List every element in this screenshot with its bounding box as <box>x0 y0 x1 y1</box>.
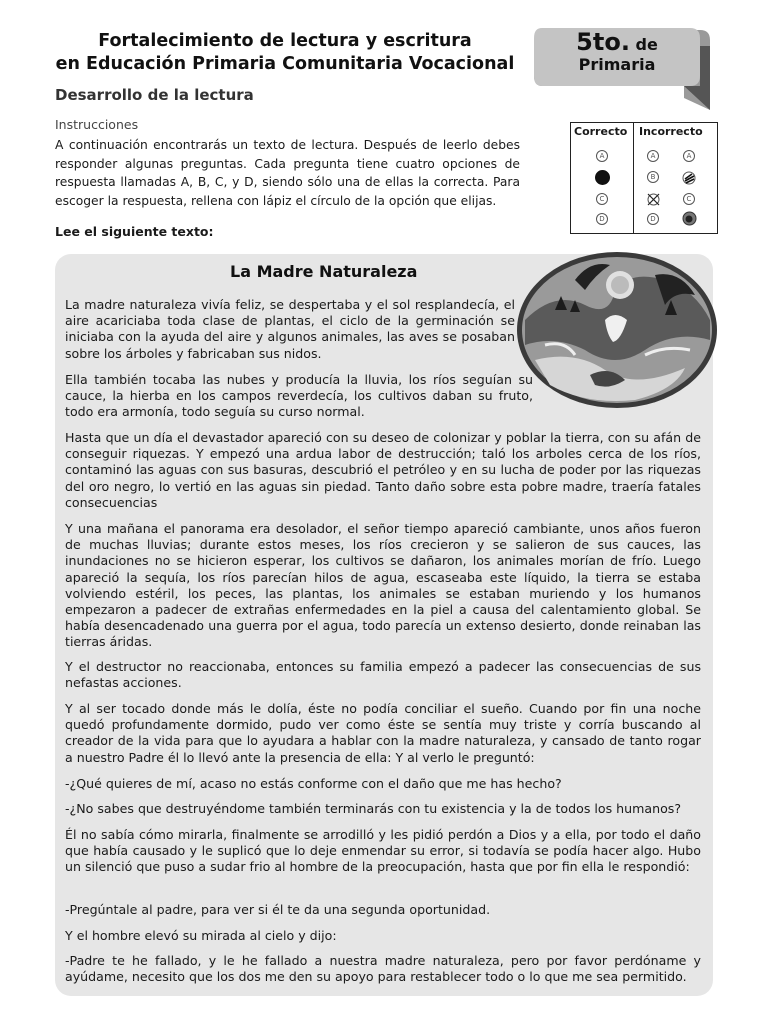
scribbled-bubble-icon <box>682 170 696 184</box>
example-bubble-c: C <box>596 193 608 205</box>
paragraph-4: Y una mañana el panorama era desolador, el señor tiempo apareció cambiante, unos años fueron de muchas lluvias; durante estos meses, los ríos crecieron y se salieron de sus cauces, las inundaciones no se hicieron esperar, los cultivos se dañaron, los animales morían de frío. Luego apareció la sequía, los ríos parecían hilos de agua, escaseaba este líquido, la tierra se estaba volviendo estéril, los peces, las plantas, los animales se estaban muriendo y los humanos empezaron a padecer de extrañas enfermedades en la piel a causa del calentamiento global. Se había desencadenado una guerra por el agua, todo parecía un extenso desierto, donde reinaban las tierras áridas. <box>65 521 701 650</box>
wrong-bubble-c2: C <box>683 193 695 205</box>
instructions-label: Instrucciones <box>55 117 139 132</box>
grade-tab <box>532 26 718 114</box>
grade-label <box>532 28 702 75</box>
correct-label: Correcto <box>574 125 628 138</box>
grade-number: 5to. <box>576 28 630 56</box>
smudged-bubble-icon <box>682 211 697 226</box>
grade-de: de <box>635 35 658 54</box>
example-bubble-d: D <box>596 213 608 225</box>
title-line-2: en Educación Primaria Comunitaria Vocacional <box>55 54 515 74</box>
paragraph-9: Él no sabía cómo mirarla, finalmente se arrodilló y les pidió perdón a Dios y a ella, por todo el daño que había causado y le suplicó que lo deje enmendar su error, si todavía se podía hacer algo. Hubo un silenció que puso a sudar frio al hombre de la preocupación, hasta que por fin ella le respondió: <box>65 827 701 875</box>
reading-title: La Madre Naturaleza <box>230 262 418 281</box>
paragraph-3: Hasta que un día el devastador apareció con su deseo de colonizar y poblar la tierra, con su afán de conseguir riquezas. Y empezó una ardua labor de destrucción; taló los arboles cerca de los ríos, contaminó las aguas con sus basuras, descubrió el petróleo y en su lucha de poder por las riquezas del oro negro, lo vertió en las aguas sin piedad. Tanto daño sobre esta pobre madre, traería fatales consecuencias <box>65 430 701 510</box>
paragraph-2: Ella también tocaba las nubes y producía la lluvia, los ríos seguían su cauce, la hierba en los campos reverdecía, los cultivos daban su fruto, todo era armonía, todo seguía su curso normal. <box>65 372 533 420</box>
paragraph-5: Y el destructor no reaccionaba, entonces su familia empezó a padecer las consecuencias de sus nefastas acciones. <box>65 659 701 691</box>
grade-level: Primaria <box>578 55 656 74</box>
wrong-bubble-a2: A <box>683 150 695 162</box>
mother-nature-illustration <box>515 250 720 414</box>
paragraph-11: Y el hombre elevó su mirada al cielo y dijo: <box>65 928 337 943</box>
wrong-bubble-b: B <box>647 171 659 183</box>
answer-box-divider <box>633 123 634 233</box>
paragraph-1: La madre naturaleza vivía feliz, se despertaba y el sol resplandecía, el aire acariciaba toda clase de plantas, el ciclo de la germinación se iniciaba con la ayuda del aire y algunos animales, las aves se posaban sobre los árboles y fabricaban sus nidos. <box>65 297 515 361</box>
incorrect-label: Incorrecto <box>639 125 703 138</box>
paragraph-12: -Padre te he fallado, y le he fallado a nuestra madre naturaleza, pero por favor perdóname y ayúdame, necesito que los dos me den su apoyo para restablecer todo o lo que me sea permitido. <box>65 953 701 985</box>
wrong-bubble-d: D <box>647 213 659 225</box>
crossed-bubble-icon <box>647 191 660 204</box>
section-title: Desarrollo de la lectura <box>55 86 254 104</box>
title-line-1: Fortalecimiento de lectura y escritura <box>98 31 472 51</box>
document-title <box>40 30 530 76</box>
answer-example-box <box>570 122 718 234</box>
example-bubble-filled <box>595 170 610 185</box>
paragraph-10: -Pregúntale al padre, para ver si él te da una segunda oportunidad. <box>65 902 491 917</box>
instructions-text: A continuación encontrarás un texto de lectura. Después de leerlo debes responder algunas preguntas. Cada pregunta tiene cuatro opciones de respuesta llamadas A, B, C, y D, siendo sólo una de ellas la correcta. Para escoger la respuesta, rellena con lápiz el círculo de la opción que elijas. <box>55 138 520 208</box>
paragraph-8: -¿No sabes que destruyéndome también terminarás con tu existencia y la de todos los humanos? <box>65 801 682 816</box>
read-prompt: Lee el siguiente texto: <box>55 224 214 239</box>
paragraph-6: Y al ser tocado donde más le dolía, éste no podía conciliar el sueño. Cuando por fin una noche quedó profundamente dormido, pudo ver como éste se sentía muy triste y corría buscando al creador de la vida para que lo ayudara a hablar con la madre naturaleza, y cansado de tanto rogar a nuestro Padre él lo llevó ante la presencia de ella: Y al verlo le preguntó: <box>65 701 701 765</box>
wrong-bubble-a: A <box>647 150 659 162</box>
example-bubble-a: A <box>596 150 608 162</box>
paragraph-7: -¿Qué quieres de mí, acaso no estás conforme con el daño que me has hecho? <box>65 776 562 791</box>
